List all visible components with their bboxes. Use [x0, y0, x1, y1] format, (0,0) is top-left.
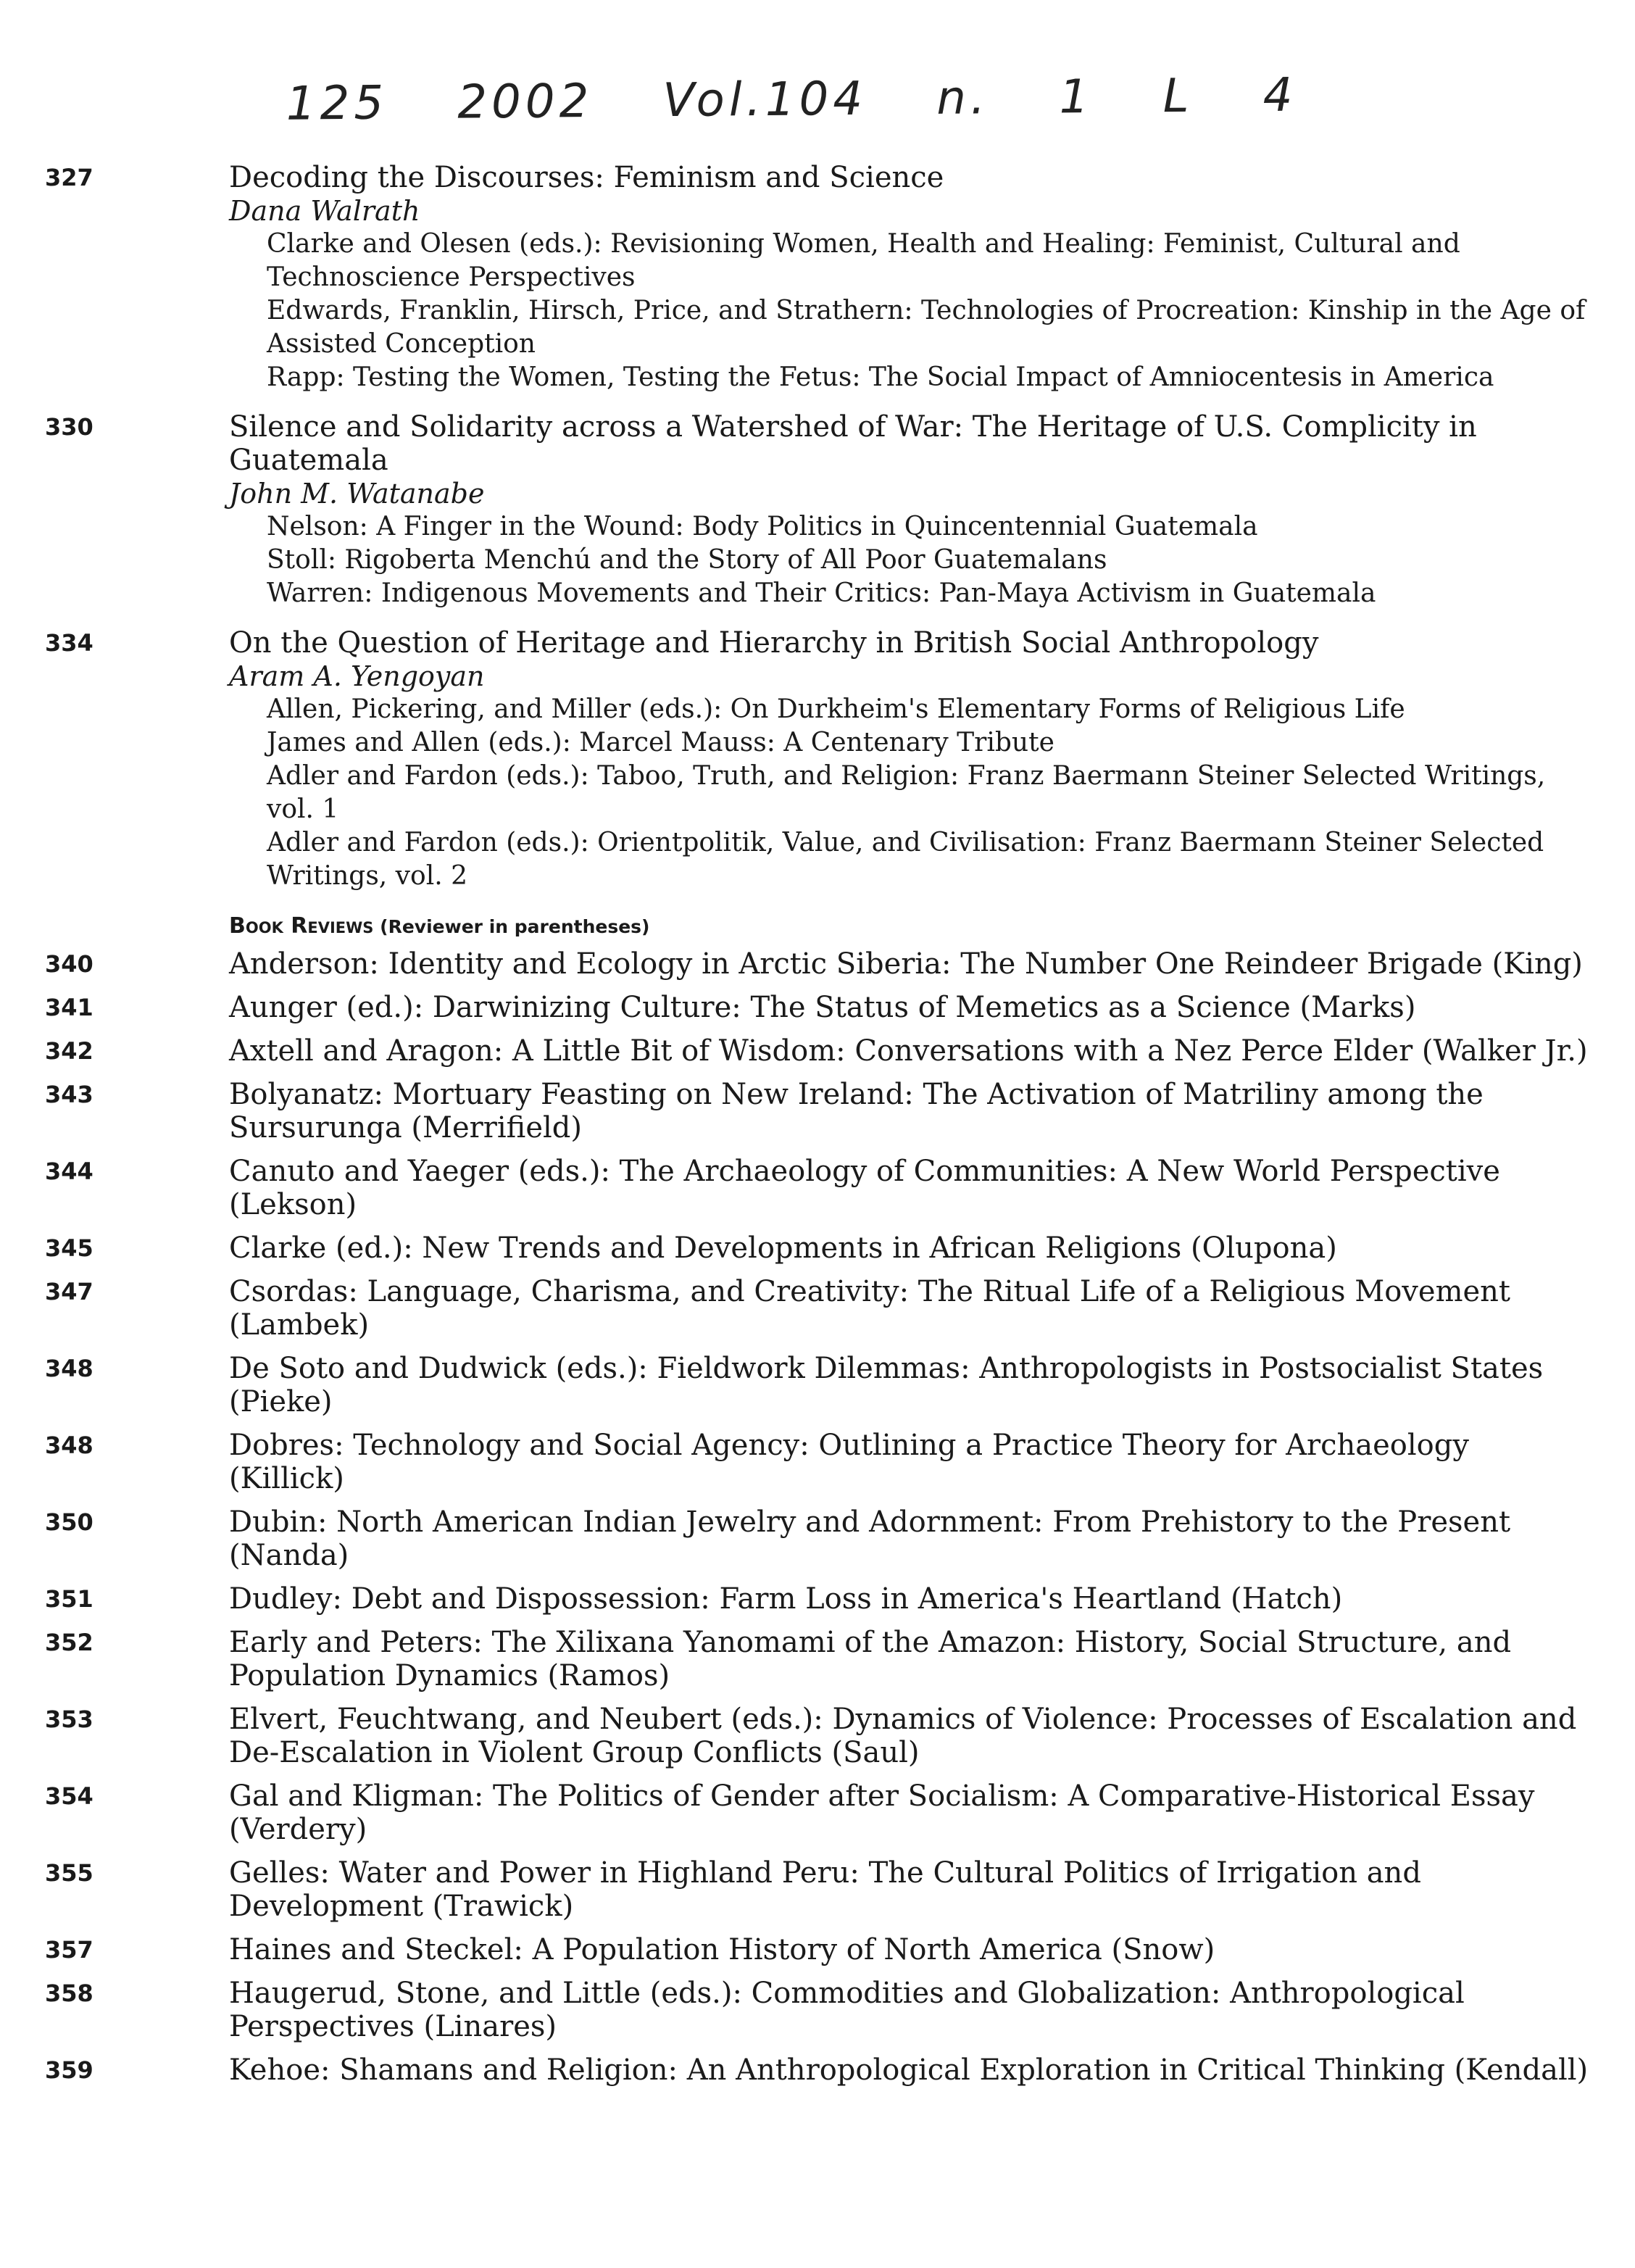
- reviewed-book: Adler and Fardon (eds.): Taboo, Truth, and Religion: Franz Baermann Steiner Selected Writings, vol. 1: [267, 761, 1546, 824]
- page-number: 355: [45, 1859, 93, 1887]
- review-entry: [45, 1703, 1592, 1769]
- page-number: 345: [45, 1234, 93, 1262]
- review-text: Dobres: Technology and Social Agency: Outlining a Practice Theory for Archaeology (Killick): [229, 1429, 1469, 1495]
- essay-author: John M. Watanabe: [229, 478, 485, 510]
- reviewed-book: Nelson: A Finger in the Wound: Body Politics in Quincentennial Guatemala: [267, 512, 1258, 541]
- review-entry: [45, 1034, 1592, 1068]
- reviewed-book: Warren: Indigenous Movements and Their Critics: Pan-Maya Activism in Guatemala: [267, 578, 1376, 608]
- table-of-contents: [0, 161, 1635, 2097]
- reviewed-book: Adler and Fardon (eds.): Orientpolitik, Value, and Civilisation: Franz Baermann Steiner Selected Writings, vol. 2: [267, 828, 1544, 891]
- page-number: 348: [45, 1355, 93, 1382]
- review-entry: [45, 1779, 1592, 1846]
- essay-author: Aram A. Yengoyan: [229, 660, 485, 692]
- essay-author: Dana Walrath: [229, 195, 420, 227]
- section-heading: [229, 912, 1592, 942]
- essay-title: Decoding the Discourses: Feminism and Science: [229, 161, 944, 194]
- page-number: 352: [45, 1629, 93, 1656]
- reviewed-book: Allen, Pickering, and Miller (eds.): On Durkheim's Elementary Forms of Religious Life: [267, 694, 1405, 724]
- review-entry: [45, 1231, 1592, 1265]
- review-text: Elvert, Feuchtwang, and Neubert (eds.): Dynamics of Violence: Processes of Escalation and De-Escalation in Violent Group Conflicts (Saul): [229, 1703, 1577, 1769]
- page-number: 342: [45, 1037, 93, 1065]
- essay-entry: [45, 410, 1592, 610]
- page-number: 334: [45, 629, 93, 657]
- page-number: 350: [45, 1508, 93, 1536]
- reviewed-book: Clarke and Olesen (eds.): Revisioning Women, Health and Healing: Feminist, Cultural and Technoscience Perspectives: [267, 229, 1460, 292]
- review-text: Dubin: North American Indian Jewelry and Adornment: From Prehistory to the Present (Nanda): [229, 1505, 1511, 1572]
- page-number: 327: [45, 164, 93, 191]
- page-number: 341: [45, 994, 93, 1021]
- essay-title: Silence and Solidarity across a Watershed of War: The Heritage of U.S. Complicity in Guatemala: [229, 410, 1477, 477]
- reviewed-book: Stoll: Rigoberta Menchú and the Story of All Poor Guatemalans: [267, 545, 1107, 575]
- review-entry: [45, 1626, 1592, 1692]
- review-entry: [45, 1352, 1592, 1418]
- reviews-list: [0, 947, 1635, 2087]
- essay-entry: [45, 626, 1592, 893]
- review-entry: [45, 947, 1592, 981]
- review-entry: [45, 1856, 1592, 1923]
- page-number: 354: [45, 1782, 93, 1810]
- essay-title: On the Question of Heritage and Hierarchy in British Social Anthropology: [229, 626, 1319, 660]
- review-entry: [45, 1582, 1592, 1616]
- page-number: 330: [45, 413, 93, 441]
- reviews-heading: Book Reviews: [229, 913, 374, 939]
- review-entry: [45, 1275, 1592, 1342]
- page-number: 348: [45, 1432, 93, 1459]
- page-number: 351: [45, 1585, 93, 1613]
- review-entry: [45, 1078, 1592, 1145]
- page-number: 358: [45, 1980, 93, 2007]
- review-text: Anderson: Identity and Ecology in Arctic Siberia: The Number One Reindeer Brigade (King): [229, 947, 1583, 981]
- page-number: 357: [45, 1936, 93, 1964]
- review-entry: [45, 2053, 1592, 2087]
- page-number: 353: [45, 1706, 93, 1733]
- review-entry: [45, 1505, 1592, 1572]
- review-text: Canuto and Yaeger (eds.): The Archaeology of Communities: A New World Perspective (Lekson): [229, 1155, 1500, 1221]
- review-text: Aunger (ed.): Darwinizing Culture: The Status of Memetics as a Science (Marks): [229, 991, 1416, 1024]
- reviews-note: (Reviewer in parentheses): [380, 916, 650, 937]
- review-text: Dudley: Debt and Dispossession: Farm Loss in America's Heartland (Hatch): [229, 1582, 1343, 1616]
- review-text: Gelles: Water and Power in Highland Peru: The Cultural Politics of Irrigation and Development (Trawick): [229, 1856, 1421, 1923]
- page-number: 344: [45, 1158, 93, 1185]
- page-number: 359: [45, 2056, 93, 2084]
- review-text: Kehoe: Shamans and Religion: An Anthropological Exploration in Critical Thinking (Kendall): [229, 2053, 1589, 2087]
- review-text: Early and Peters: The Xilixana Yanomami of the Amazon: History, Social Structure, and Population Dynamics (Ramos): [229, 1626, 1512, 1692]
- review-text: Bolyanatz: Mortuary Feasting on New Ireland: The Activation of Matriliny among the Sursurunga (Merrifield): [229, 1078, 1484, 1145]
- review-text: Csordas: Language, Charisma, and Creativity: The Ritual Life of a Religious Movement (Lambek): [229, 1275, 1511, 1342]
- page-number: 343: [45, 1081, 93, 1108]
- reviewed-book: Rapp: Testing the Women, Testing the Fetus: The Social Impact of Amniocentesis in America: [267, 362, 1494, 392]
- page-number: 340: [45, 950, 93, 978]
- review-entry: [45, 1933, 1592, 1966]
- review-text: Gal and Kligman: The Politics of Gender after Socialism: A Comparative-Historical Essay (Verdery): [229, 1779, 1535, 1846]
- review-text: Haines and Steckel: A Population History of North America (Snow): [229, 1933, 1215, 1966]
- review-text: Clarke (ed.): New Trends and Developments in African Religions (Olupona): [229, 1231, 1337, 1265]
- review-text: Haugerud, Stone, and Little (eds.): Commodities and Globalization: Anthropological Perspectives (Linares): [229, 1977, 1465, 2043]
- review-entry: [45, 991, 1592, 1024]
- review-entry: [45, 1977, 1592, 2043]
- reviewed-book: James and Allen (eds.): Marcel Mauss: A Centenary Tribute: [267, 728, 1054, 757]
- handwritten-note: 125 2002 Vol.104 n. 1 L 4: [286, 68, 1297, 131]
- review-entry: [45, 1429, 1592, 1495]
- reviewed-book: Edwards, Franklin, Hirsch, Price, and Strathern: Technologies of Procreation: Kinship in the Age of Assisted Conception: [267, 296, 1586, 359]
- page-number: 347: [45, 1278, 93, 1305]
- review-text: Axtell and Aragon: A Little Bit of Wisdom: Conversations with a Nez Perce Elder (Walker Jr.): [229, 1034, 1588, 1068]
- review-text: De Soto and Dudwick (eds.): Fieldwork Dilemmas: Anthropologists in Postsocialist States (Pieke): [229, 1352, 1544, 1418]
- review-entry: [45, 1155, 1592, 1221]
- essay-entry: [45, 161, 1592, 394]
